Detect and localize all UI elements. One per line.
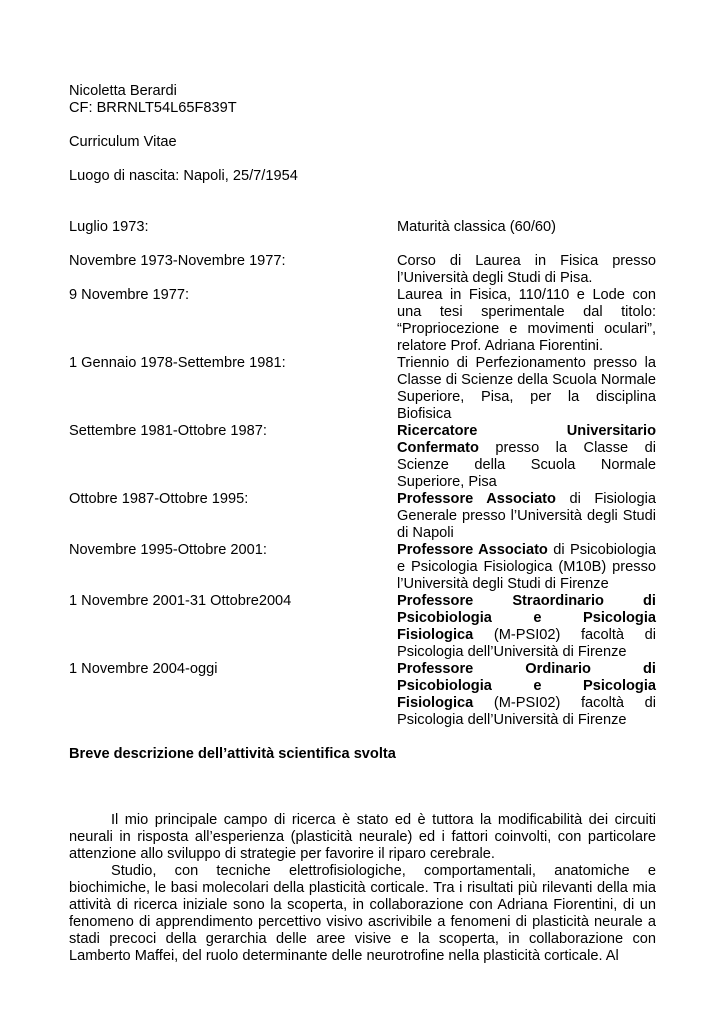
career-description: [397, 593, 656, 661]
career-date: Novembre 1973-Novembre 1977:: [69, 253, 286, 269]
career-description: [397, 355, 656, 423]
career-detail: Triennio di Perfezionamento presso la Classe di Scienze della Scuola Normale Superiore, Pisa, per la disciplina Biofisica: [397, 355, 656, 422]
career-description: [397, 661, 656, 729]
author-name: Nicoletta Berardi: [69, 83, 177, 99]
career-detail: (M-PSI02) facoltà di Psicologia dell’Università di Firenze: [397, 627, 656, 660]
career-entry: [69, 491, 656, 542]
career-description: [397, 423, 656, 491]
career-description: [397, 491, 656, 542]
career-description: [397, 219, 656, 236]
career-detail: Corso di Laurea in Fisica presso l’Università degli Studi di Pisa.: [397, 253, 656, 286]
career-date: 1 Gennaio 1978-Settembre 1981:: [69, 355, 286, 371]
career-detail: di Psicobiologia e Psicologia Fisiologica (M10B) presso l’Università degli Studi di Firenze: [397, 542, 656, 592]
career-role: Professore Associato: [397, 491, 556, 507]
career-detail: (M-PSI02) facoltà di Psicologia dell’Università di Firenze: [397, 695, 656, 728]
career-detail: presso la Classe di Scienze della Scuola Normale Superiore, Pisa: [397, 440, 656, 490]
career-entry: [69, 253, 656, 287]
birth-info: Luogo di nascita: Napoli, 25/7/1954: [69, 168, 298, 184]
career-description: [397, 253, 656, 287]
career-role: Professore Ordinario di Psicobiologia e Psicologia Fisiologica: [397, 661, 656, 711]
career-detail: Laurea in Fisica, 110/110 e Lode con una tesi sperimentale dal titolo: “Propriocezione e movimenti oculari”, relatore Prof. Adriana Fiorentini.: [397, 287, 656, 354]
career-entry: [69, 542, 656, 593]
career-entry: [69, 219, 656, 236]
career-entry: [69, 661, 656, 729]
career-role: Ricercatore Universitario Confermato: [397, 423, 656, 456]
paragraph-2: Studio, con tecniche elettrofisiologiche, comportamentali, anatomiche e biochimiche, le basi molecolari della plasticità corticale. Tra i risultati più rilevanti della mia attività di ricerca iniziale sono la scoperta, in collaborazione con Adriana Fiorentini, di un fenomeno di apprendimento percettivo visivo ascrivibile a fenomeni di plasticità neurale a stadi precoci della gerarchia delle aree visive e la scoperta, in collaborazione con Lamberto Maffei, del ruolo determinante delle neurotrofine nella plasticità corticale. Al: [69, 862, 656, 964]
career-description: [397, 287, 656, 355]
career-date: 9 Novembre 1977:: [69, 287, 190, 303]
career-date: 1 Novembre 2001-31 Ottobre2004: [69, 593, 292, 609]
career-entry: [69, 593, 656, 661]
career-date: Settembre 1981-Ottobre 1987:: [69, 423, 267, 439]
career-entry: [69, 423, 656, 491]
career-list: [69, 219, 656, 729]
career-date: Novembre 1995-Ottobre 2001:: [69, 542, 267, 558]
career-description: [397, 542, 656, 593]
document-page: [69, 83, 656, 965]
career-role: Professore Associato: [397, 542, 548, 558]
fiscal-code: CF: BRRNLT54L65F839T: [69, 100, 237, 116]
career-detail: Maturità classica (60/60): [397, 219, 556, 235]
paragraph-1: Il mio principale campo di ricerca è stato ed è tuttora la modificabilità dei circuiti neurali in risposta all’esperienza (plasticità neurale) ed i fattori coinvolti, con particolare attenzione allo sviluppo di strategie per favorire il riparo cerebrale.: [69, 811, 656, 862]
career-detail: di Fisiologia Generale presso l’Università degli Studi di Napoli: [397, 491, 656, 541]
career-date: 1 Novembre 2004-oggi: [69, 661, 218, 677]
career-date: Luglio 1973:: [69, 219, 149, 235]
career-date: Ottobre 1987-Ottobre 1995:: [69, 491, 249, 507]
career-role: Professore Straordinario di Psicobiologia e Psicologia Fisiologica: [397, 593, 656, 643]
section-title: Breve descrizione dell’attività scientifica svolta: [69, 746, 396, 762]
document-title: Curriculum Vitae: [69, 134, 177, 150]
career-entry: [69, 355, 656, 423]
career-entry: [69, 287, 656, 355]
